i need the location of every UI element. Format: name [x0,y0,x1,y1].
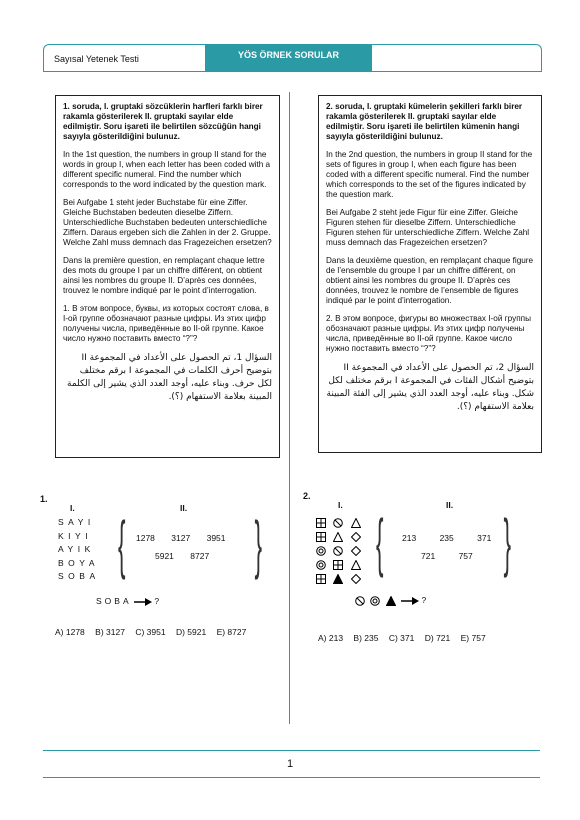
group-2-label: II. [180,503,188,513]
page-number: 1 [286,758,294,770]
q2-query [355,595,426,606]
q1-number: 8727 [190,551,210,561]
instruction-en: In the 2nd question, the numbers in group II stand for the sets of figures in group I, when each figure has been coded with a different specific numeral. Find the number which corresponds to the set of the figures indicated by the question mark. [326,150,533,199]
instruction-fr: Dans la première question, en remplaçant chaque lettre des mots du groupe I par un chiffre différent, on obtient ainsi les nombres du groupe II. D’après ces données, trouvez le nombre indiqué par le point d’interrogation. [63,256,265,295]
grid-square-icon [333,560,343,570]
header-test-title: Sayısal Yetenek Testi [43,44,205,72]
q1-option-c[interactable]: C) 3951 [135,627,166,637]
q2-figure-sets [316,516,364,586]
q1-query [96,595,159,609]
instruction-tr: 1. soruda, I. gruptaki sözcüklerin harfleri farklı birer rakamla gösterilerek II. gruptaki sayılar elde edilmiştir. Soru işareti ile belirtilen sözcüğün hangi sayıyla gösterildiğini bulunuz. [63,102,263,141]
question-1-number: 1. [40,494,48,504]
q2-options [318,633,494,643]
filled-triangle-icon [386,596,396,606]
slashed-circle-icon [355,596,365,606]
q1-option-b[interactable]: B) 3127 [95,627,125,637]
footer-rule-top [43,750,540,751]
q2-number: 235 [439,533,454,543]
instruction-ru: 2. В этом вопросе, фигуры во множествах I-ой группы обозначают разные цифры. Из этих цифр получены числа, приведённые во II-ой группе. Какое число нужно поставить вместо “?”? [326,314,531,353]
q1-options [55,627,254,637]
q1-number: 5921 [155,551,174,561]
q2-query-mark: ? [421,595,427,605]
triangle-icon [333,532,343,542]
group-1-label: I. [70,503,75,513]
filled-triangle-icon [333,574,343,584]
diamond-icon [351,574,361,584]
q1-option-e[interactable]: E) 8727 [216,627,247,637]
q1-query-mark: ? [154,596,160,606]
instruction-de: Bei Aufgabe 1 steht jeder Buchstabe für eine Ziffer. Gleiche Buchstaben bedeuten dieselbe Ziffern. Unterschiedliche Buchstaben bedeuten unterschiedliche Ziffern. Daraus ergeben sich die Zahlen in der 2. Gruppe. Welche Zahl muss demnach das Fragezeichen ersetzen? [63,198,272,247]
q2-option-e[interactable]: E) 757 [460,633,486,643]
slashed-circle-icon [333,518,343,528]
grid-square-icon [316,532,326,542]
q1-brace-close: { [254,508,262,580]
q1-option-d[interactable]: D) 5921 [175,627,207,637]
header-right-box [372,44,542,72]
q1-option-a[interactable]: A) 1278 [55,627,85,637]
slashed-circle-icon [333,546,343,556]
q1-number: 3127 [171,533,191,543]
instruction-fr: Dans la deuxième question, en remplaçant chaque figure de l’ensemble du groupe I par un chiffre différent, on obtient ainsi les nombres du groupe II. D’après ces données, trouvez le nombre de l’ensemble de figures indiqué par le point d’interrogation. [326,256,534,305]
footer-rule-bottom [43,777,540,778]
column-divider [289,92,290,724]
q2-number: 371 [477,533,492,543]
triangle-icon [351,560,361,570]
target-circle-icon [316,560,326,570]
group-2-label: II. [446,500,454,510]
instructions-box-left [55,95,280,458]
q2-brace-close: { [503,506,511,578]
q1-numbers-row2 [155,551,209,561]
header-section-title: YÖS ÖRNEK SORULAR [205,44,372,72]
q1-query-word: SOBA [96,596,132,606]
q2-option-c[interactable]: C) 371 [388,633,415,643]
q1-word: SAYI [58,517,95,527]
instruction-ar: السؤال 1، تم الحصول على الأعداد في المجموعة II بتوضيح أحرف الكلمات في المجموعة I برقم مختلف لكل حرف. وبناء عليه، أوجد العدد الذي يشير إلى الكلمة المبينة بعلامة الاستفهام (؟). [67,353,272,402]
q2-numbers-row2 [421,551,473,561]
q1-number: 1278 [136,533,155,543]
q2-figure-set [316,544,364,558]
q2-figure-set [316,558,364,572]
q1-word: BOYA [58,557,99,568]
instructions-box-right [318,95,542,453]
instruction-en: In the 1st question, the numbers in group II stand for the words in group I, when each letter has been coded with a different specific numeral. Find the number which corresponds to the word indicated by the question mark. [63,150,271,189]
q1-word: AYIK [58,544,95,554]
q2-figure-set [316,530,364,544]
target-circle-icon [370,596,380,606]
q2-number: 757 [458,551,473,561]
instruction-ru: 1. В этом вопросе, буквы, из которых состоят слова, в I-ой группе обозначают разные цифры. Из этих цифр получены числа, приведённые во II-ой группе. Какое число нужно поставить вместо “?”? [63,304,269,343]
diamond-icon [351,546,361,556]
arrow-right-icon [401,597,419,605]
q1-word-list [58,516,100,584]
q2-figure-set [316,516,364,530]
q1-brace: { [118,508,126,580]
target-circle-icon [316,546,326,556]
q2-option-b[interactable]: B) 235 [353,633,379,643]
q1-numbers-row1 [136,533,246,543]
grid-square-icon [316,574,326,584]
question-2-number: 2. [303,491,311,501]
diamond-icon [351,532,361,542]
q2-number: 213 [402,533,417,543]
q1-word: KIYI [58,530,93,541]
q2-option-d[interactable]: D) 721 [424,633,451,643]
q2-number: 721 [421,551,436,561]
q1-number: 3951 [206,533,226,543]
instruction-tr: 2. soruda, I. gruptaki kümelerin şekilleri farklı birer rakamla gösterilerek II. gruptaki sayılar elde edilmiştir. Soru işareti ile belirtilen kümenin hangi sayıyla gösterildiğini bulunuz. [326,102,523,141]
instruction-ar: السؤال 2، تم الحصول على الأعداد في المجموعة II بتوضيح أشكال الفئات في المجموعة I برقم مختلف لكل شكل. وبناء عليه، أوجد العدد الذي يشير إلى الفئة المبينة بعلامة الاستفهام (؟). [326,363,534,412]
q2-option-a[interactable]: A) 213 [318,633,344,643]
q2-brace: { [376,506,384,578]
q2-figure-set [316,572,364,586]
grid-square-icon [316,518,326,528]
arrow-right-icon [134,598,152,606]
q2-numbers-row1 [402,533,491,543]
group-1-label: I. [338,500,343,510]
instruction-de: Bei Aufgabe 2 steht jede Figur für eine Ziffer. Gleiche Figuren stehen für dieselbe Ziffern. Unterschiedliche Figuren stehen für unterschiedliche Ziffern. Welche Zahl muss demnach das Fragezeichen ersetzen? [326,208,530,247]
q1-word: SOBA [58,571,100,581]
triangle-icon [351,518,361,528]
